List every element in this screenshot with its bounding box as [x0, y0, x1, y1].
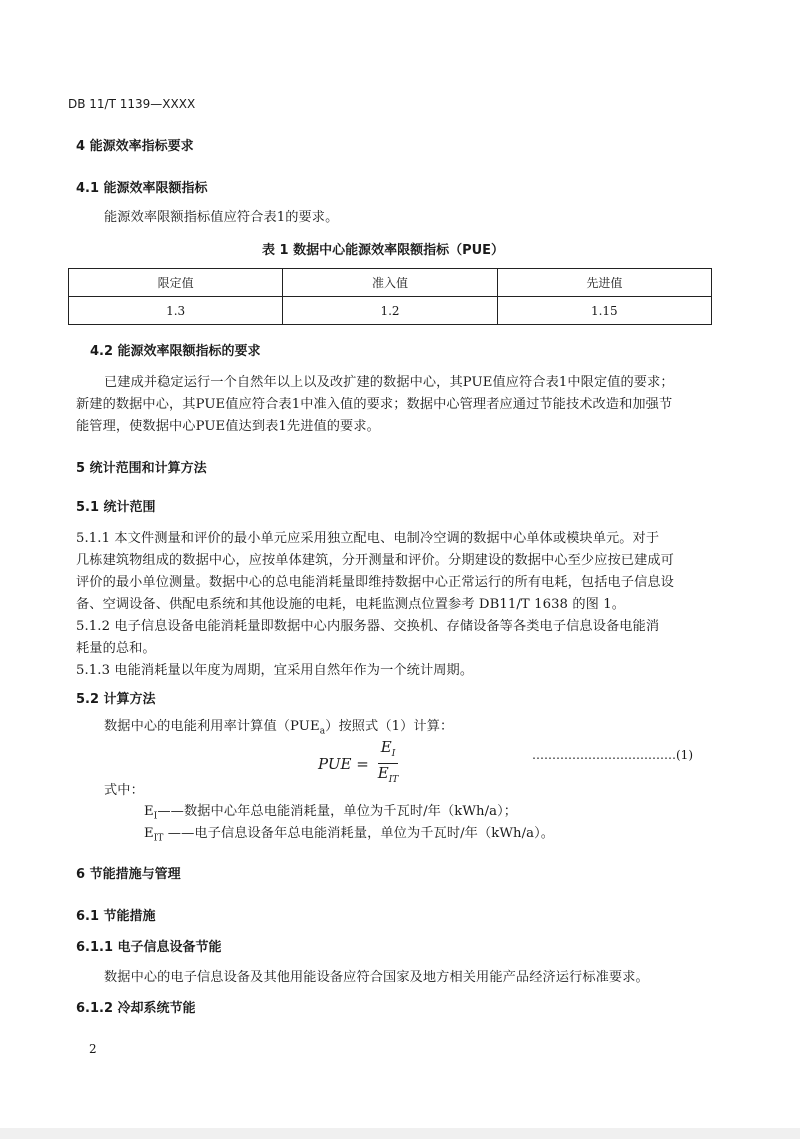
- section-5-1-2-line-1: 5.1.2 电子信息设备电能消耗量即数据中心内服务器、交换机、存储设备等各类电子信息设备电能消: [76, 619, 660, 634]
- table-cell-limit: 1.3: [69, 297, 283, 325]
- section-4-2-line-3: 能管理，使数据中心PUE值达到表1先进值的要求。: [76, 419, 380, 434]
- table-cell-advanced: 1.15: [497, 297, 711, 325]
- denominator-subscript: IT: [388, 775, 399, 785]
- formula-denominator: [375, 764, 402, 789]
- table-header-cell-advanced: 先进值: [497, 269, 711, 297]
- definition-ei-symbol: E: [144, 804, 154, 819]
- section-4-2-line-2: 新建的数据中心，其PUE值应符合表1中准入值的要求；数据中心管理者应通过节能技术改造和加强节: [76, 397, 673, 412]
- definition-eit: [144, 822, 554, 844]
- pue-formula: [318, 738, 401, 789]
- numerator-subscript: I: [391, 749, 396, 759]
- section-6-1-1-heading: 6.1.1 电子信息设备节能: [76, 940, 222, 955]
- section-5-2-heading: 5.2 计算方法: [76, 692, 156, 707]
- section-4-2-heading: 4.2 能源效率限额指标的要求: [90, 344, 261, 359]
- table-header-cell-entry: 准入值: [283, 269, 497, 297]
- definition-eit-symbol: E: [144, 826, 154, 841]
- denominator-base: E: [377, 764, 389, 782]
- formula-number: ………………………………(1): [532, 748, 693, 762]
- section-5-1-2-line-2: 耗量的总和。: [76, 641, 156, 656]
- formula-fraction: [375, 738, 402, 789]
- section-5-1-1-line-2: 几栋建筑物组成的数据中心，应按单体建筑，分开测量和评价。分期建设的数据中心至少应按已建成可: [76, 553, 674, 568]
- section-6-1-heading: 6.1 节能措施: [76, 909, 156, 924]
- section-5-1-1-line-1: 5.1.1 本文件测量和评价的最小单元应采用独立配电、电制冷空调的数据中心单体或模块单元。对于: [76, 531, 660, 546]
- table-header-row: [69, 269, 712, 297]
- table-cell-entry: 1.2: [283, 297, 497, 325]
- section-5-1-heading: 5.1 统计范围: [76, 500, 156, 515]
- definition-ei: [144, 800, 517, 822]
- numerator-base: E: [380, 738, 392, 756]
- section-6-1-2-heading: 6.1.2 冷却系统节能: [76, 1001, 196, 1016]
- section-5-2-intro: [104, 715, 453, 737]
- definition-eit-subscript: IT: [153, 833, 164, 844]
- document-code: DB 11/T 1139—XXXX: [68, 97, 196, 111]
- formula-lhs: PUE =: [318, 754, 369, 773]
- section-5-1-1-line-4: 备、空调设备、供配电系统和其他设施的电耗，电耗监测点位置参考 DB11/T 1638 的图 1。: [76, 597, 625, 612]
- intro-text-post: ）按照式（1）计算：: [325, 719, 454, 734]
- section-4-1-text: 能源效率限额指标值应符合表1的要求。: [104, 210, 339, 225]
- page-number: 2: [89, 1042, 97, 1056]
- section-5-1-3-line: 5.1.3 电能消耗量以年度为周期，宜采用自然年作为一个统计周期。: [76, 663, 474, 678]
- table-1-caption: 表 1 数据中心能源效率限额指标（PUE）: [262, 243, 505, 258]
- pue-table: [68, 268, 712, 325]
- section-4-2-line-1: 已建成并稳定运行一个自然年以上以及改扩建的数据中心，其PUE值应符合表1中限定值的要求；: [104, 375, 674, 390]
- table-row: [69, 297, 712, 325]
- intro-text-pre: 数据中心的电能利用率计算值（PUE: [104, 719, 320, 734]
- formula-numerator: [378, 738, 399, 764]
- section-5-heading: 5 统计范围和计算方法: [76, 461, 207, 476]
- section-5-1-1-line-3: 评价的最小单位测量。数据中心的总电能消耗量即维持数据中心正常运行的所有电耗，包括电子信息设: [76, 575, 674, 590]
- section-4-1-heading: 4.1 能源效率限额指标: [76, 181, 208, 196]
- definition-eit-text: ——电子信息设备年总电能消耗量，单位为千瓦时/年（kWh/a）。: [163, 826, 555, 841]
- definition-ei-text: ——数据中心年总电能消耗量，单位为千瓦时/年（kWh/a）；: [157, 804, 518, 819]
- section-6-heading: 6 节能措施与管理: [76, 867, 181, 882]
- formula-where: 式中：: [104, 783, 144, 798]
- section-6-1-1-text: 数据中心的电子信息设备及其他用能设备应符合国家及地方相关用能产品经济运行标准要求。: [104, 970, 649, 985]
- page-bottom-edge: [0, 1128, 800, 1139]
- table-header-cell-limit: 限定值: [69, 269, 283, 297]
- definition-ei-subscript: I: [153, 811, 158, 822]
- section-4-heading: 4 能源效率指标要求: [76, 139, 194, 154]
- intro-subscript: a: [319, 726, 326, 737]
